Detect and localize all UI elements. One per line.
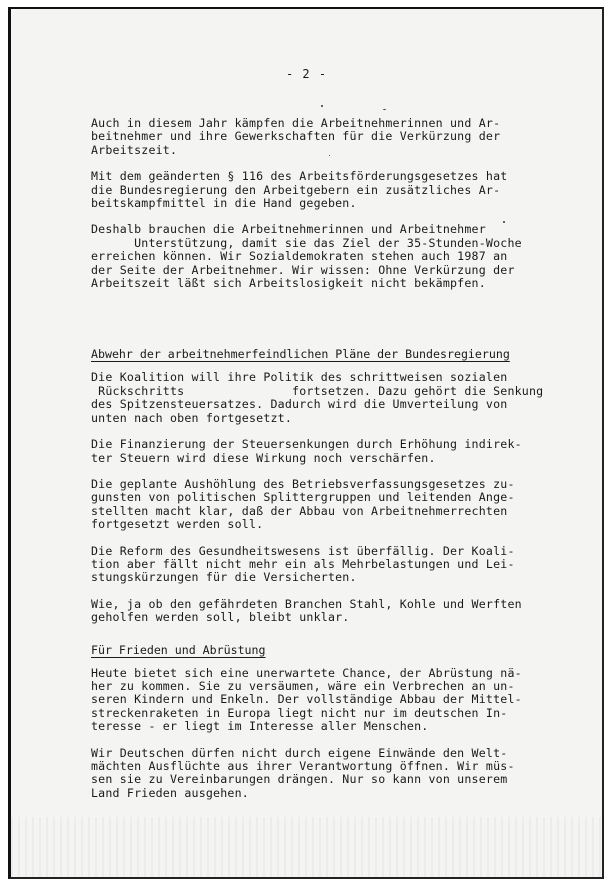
paragraph: Die Finanzierung der Steuersenkungen durch Erhöhung indirek- ter Steuern wird diese Wirkung noch verschärfen. [91, 437, 522, 465]
section-heading: Für Frieden und Abrüstung [91, 642, 266, 657]
document-body [91, 117, 546, 813]
paragraph: Wir Deutschen dürfen nicht durch eigene Einwände den Welt- mächten Ausflüchte aus ihrer Verantwortung öffnen. Wir müs- sen sie zu Vereinbarungen drängen. Nur so kann von unserem Land Frieden ausgehen. [91, 745, 515, 800]
section-heading: Abwehr der arbeitnehmerfeindlichen Pläne der Bundesregierung [91, 347, 510, 362]
paragraph: Die Koalition will ihre Politik des schrittweisen sozialen Rückschritts fortsetzen. Dazu gehört die Senkung des Spitzensteuersatzes. Dadurch wird die Umverteilung von unten nach oben fortgesetzt. [91, 370, 544, 425]
document-page [8, 7, 604, 879]
paragraph: Die geplante Aushöhlung des Betriebsverfassungsgesetzes zu- gunsten von politischen Splittergruppen und leitenden Ange- stellten macht klar, daß der Abbau von Arbeitnehmerrechten fortgesetzt werden soll. [91, 476, 515, 532]
paragraph: Mit dem geänderten § 116 des Arbeitsförderungsgesetzes hat die Bundesregierung den Arbeitgebern ein zusätzliches Ar- beitskampfmittel in die Hand gegeben. [91, 169, 508, 211]
scan-noise [11, 817, 602, 877]
scan-speck [329, 155, 330, 156]
scan-speck [503, 221, 505, 223]
paragraph: Die Reform des Gesundheitswesens ist überfällig. Der Koali- tion aber fällt nicht mehr ein als Mehrbelastungen und Lei- stungskürzungen für die Versicherten. [91, 543, 515, 585]
section-policy [91, 343, 546, 624]
paragraph: Deshalb brauchen die Arbeitnehmerinnen und Arbeitnehmer Unterstützung, damit sie das Ziel der 35-Stunden-Woche erreichen können. Wir Sozialdemokraten stehen auch 1987 an der Seite der Arbeitnehmer. Wir wissen: Ohne Verkürzung der Arbeitszeit läßt sich Arbeitslosigkeit nicht bekämpfen. [91, 222, 522, 291]
scan-speck [321, 105, 323, 107]
page-number: - 2 - [285, 67, 328, 81]
paragraph: Wie, ja ob den gefährdeten Branchen Stahl, Kohle und Werften geholfen werden soll, bleibt unklar. [91, 596, 522, 625]
section-peace [91, 639, 546, 801]
paragraph: Heute bietet sich eine unerwartete Chance, der Abrüstung nä- her zu kommen. Sie zu versäumen, wäre ein Verbrechen an un- seren Kindern und Enkeln. Der vollständige Abbau der Mittel- streckenraketen in Europa liegt nicht nur im deutschen In- teresse - er liegt im Interesse aller Menschen. [91, 665, 522, 734]
intro-section [91, 117, 546, 290]
paragraph: Auch in diesem Jahr kämpfen die Arbeitnehmerinnen und Ar- beitnehmer und ihre Gewerkschaften für die Verkürzung der Arbeitszeit. [91, 116, 501, 157]
scan-speck [383, 109, 386, 110]
